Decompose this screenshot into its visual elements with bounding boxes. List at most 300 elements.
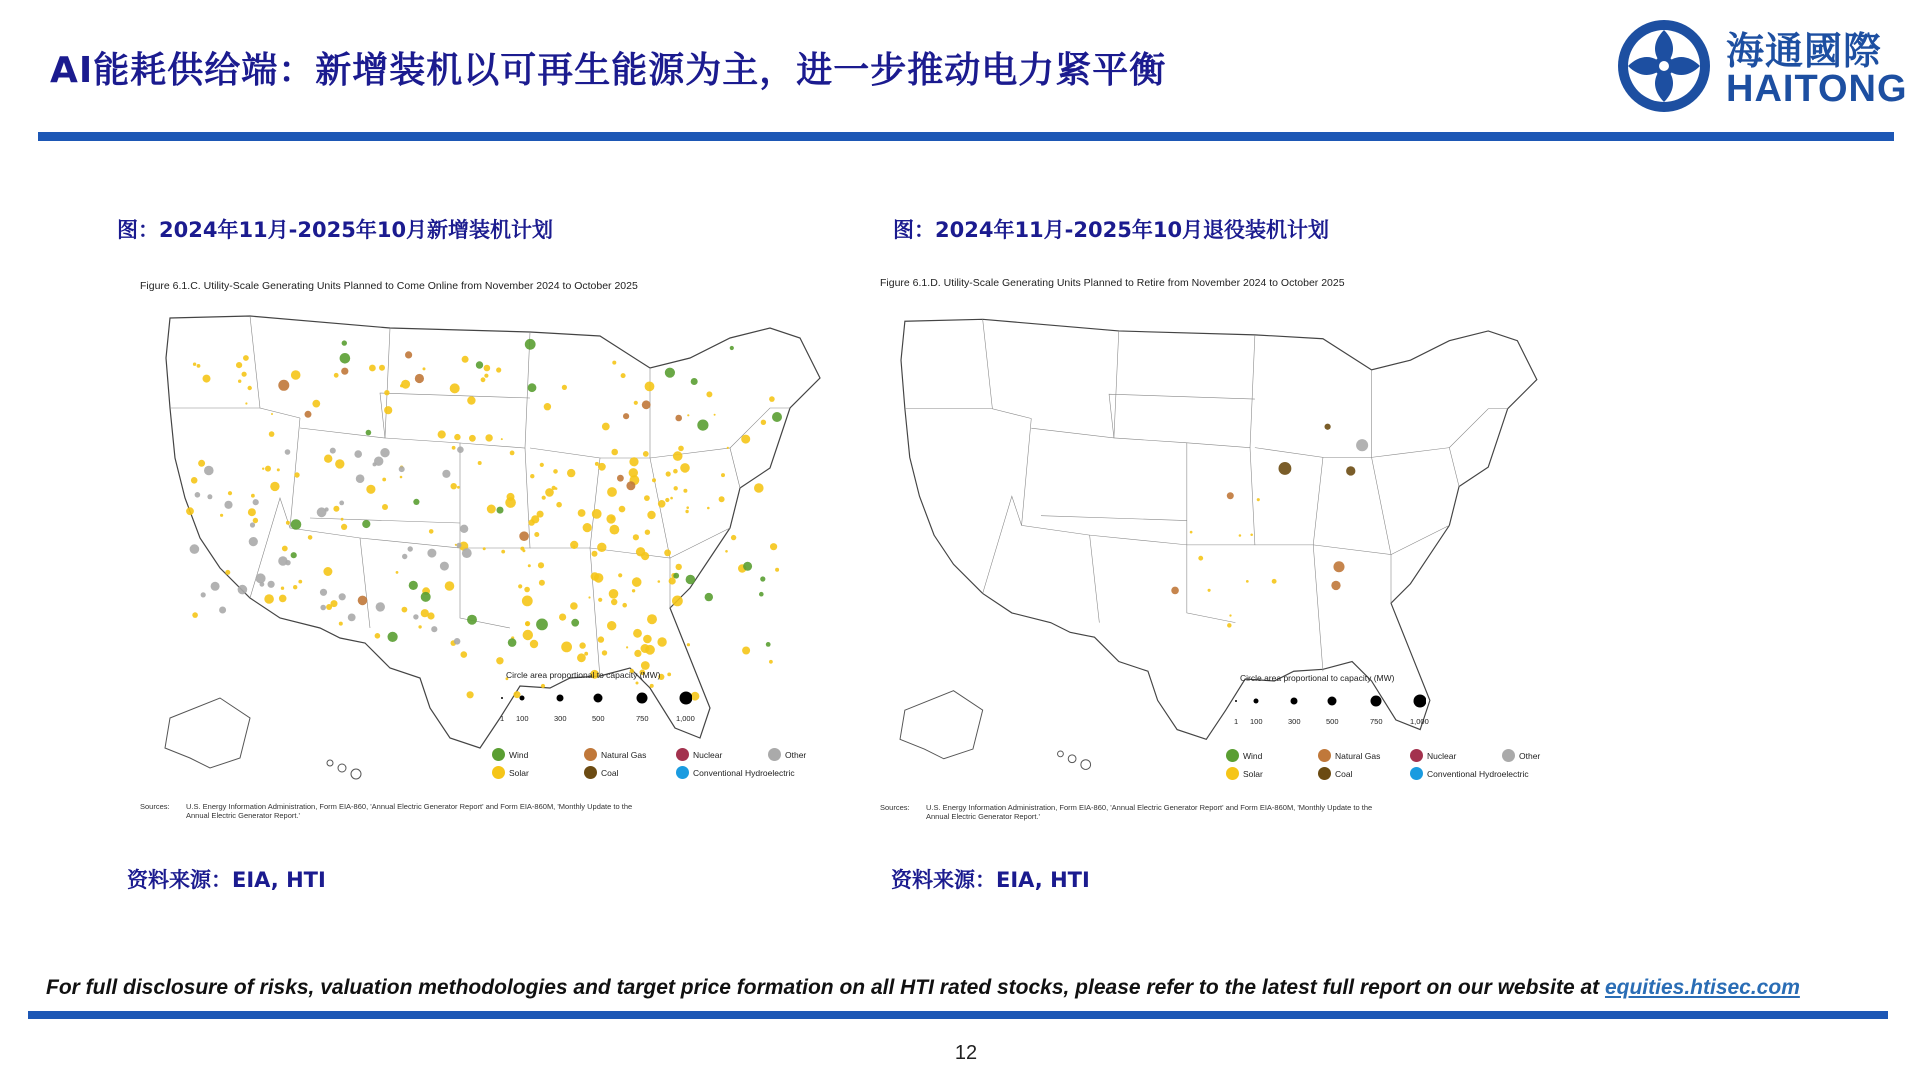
- solar-marker: [673, 451, 683, 461]
- solar-marker: [293, 585, 297, 589]
- other-marker: [373, 462, 377, 466]
- right-figure-title: Figure 6.1.D. Utility-Scale Generating Units Planned to Retire from November 2024 to October 2025: [880, 277, 1345, 289]
- legend-coal: Coal: [584, 766, 618, 779]
- solar-marker: [324, 455, 332, 463]
- legend-tick: 1: [1234, 717, 1239, 726]
- solar-marker: [562, 385, 567, 390]
- solar-marker: [487, 505, 496, 514]
- solar-marker: [727, 447, 729, 449]
- natural-gas-marker: [278, 380, 289, 391]
- wind-marker: [340, 353, 351, 364]
- solar-marker: [339, 622, 343, 626]
- solar-marker: [341, 518, 344, 521]
- solar-marker: [676, 564, 682, 570]
- solar-marker: [641, 552, 649, 560]
- footer-divider: [28, 1011, 1888, 1019]
- haitong-logo: [1612, 16, 1908, 116]
- other-marker: [278, 556, 287, 565]
- solar-marker: [197, 364, 201, 368]
- natural-gas-marker: [405, 351, 412, 358]
- solar-marker: [520, 547, 524, 551]
- solar-swatch-icon: [492, 766, 505, 779]
- natural-gas-marker: [358, 596, 368, 606]
- wind-marker: [743, 562, 752, 571]
- wind-marker: [366, 430, 372, 436]
- solar-marker: [198, 460, 205, 467]
- other-marker: [462, 548, 472, 558]
- wind-marker: [686, 575, 696, 585]
- solar-marker: [583, 523, 592, 532]
- solar-marker: [634, 401, 638, 405]
- solar-marker: [294, 472, 299, 477]
- solar-marker: [626, 646, 628, 648]
- other-marker: [376, 602, 385, 611]
- legend-natural-gas: Natural Gas: [584, 748, 646, 761]
- legend-other: Other: [768, 748, 806, 761]
- solar-marker: [719, 496, 725, 502]
- solar-marker: [467, 396, 475, 404]
- left-figure-title: Figure 6.1.C. Utility-Scale Generating Units Planned to Come Online from November 2024 to October 2025: [140, 280, 638, 292]
- solar-marker: [761, 420, 766, 425]
- wind-marker: [760, 576, 765, 581]
- solar-marker: [248, 508, 256, 516]
- solar-marker: [384, 406, 392, 414]
- other-marker: [427, 549, 436, 558]
- solar-marker: [457, 486, 460, 489]
- solar-marker: [481, 377, 486, 382]
- solar-marker: [542, 496, 546, 500]
- solar-marker: [1198, 556, 1203, 561]
- hawaii-outline: [1058, 751, 1091, 769]
- other-marker: [440, 562, 449, 571]
- solar-marker: [609, 589, 619, 599]
- solar-marker: [632, 577, 642, 587]
- other-marker: [457, 446, 464, 453]
- solar-marker: [220, 514, 223, 517]
- solar-marker: [664, 549, 671, 556]
- solar-marker: [461, 651, 468, 658]
- other-marker: [348, 614, 356, 622]
- solar-marker: [619, 506, 626, 513]
- solar-marker: [242, 372, 247, 377]
- solar-marker: [524, 587, 530, 593]
- solar-marker: [706, 391, 712, 397]
- solar-marker: [518, 584, 522, 588]
- solar-marker: [243, 355, 249, 361]
- solar-marker: [308, 535, 313, 540]
- haitong-emblem-icon: [1612, 16, 1722, 116]
- wind-marker: [362, 520, 370, 528]
- other-marker: [201, 592, 206, 597]
- legend-tick: 500: [592, 714, 605, 723]
- right-sources-label: Sources:: [880, 803, 910, 812]
- solar-marker: [647, 614, 657, 624]
- solar-marker: [1272, 579, 1277, 584]
- other-marker: [320, 605, 326, 611]
- solar-marker: [291, 370, 301, 380]
- page-title: AI能耗供给端：新增装机以可再生能源为主，进一步推动电力紧平衡: [50, 50, 1167, 91]
- solar-marker: [714, 414, 716, 416]
- legend-wind: Wind: [492, 748, 528, 761]
- natural-gas-marker: [617, 475, 624, 482]
- solar-marker: [673, 469, 678, 474]
- solar-marker: [607, 487, 617, 497]
- solar-marker: [611, 599, 617, 605]
- coal-marker: [1279, 462, 1292, 475]
- solar-marker: [334, 373, 339, 378]
- solar-marker: [192, 612, 198, 618]
- solar-marker: [687, 414, 689, 416]
- solar-marker: [769, 396, 775, 402]
- solar-marker: [687, 643, 690, 646]
- solar-marker: [251, 494, 255, 498]
- solar-marker: [632, 589, 635, 592]
- legend-tick: 750: [636, 714, 649, 723]
- natural-gas-swatch-icon: [584, 748, 597, 761]
- natural-gas-marker: [642, 400, 651, 409]
- solar-marker: [647, 511, 655, 519]
- solar-marker: [561, 642, 572, 653]
- legend-tick: 300: [554, 714, 567, 723]
- solar-marker: [678, 446, 684, 452]
- legend-tick: 500: [1326, 717, 1339, 726]
- solar-marker: [633, 534, 639, 540]
- solar-marker: [641, 644, 650, 653]
- other-marker: [190, 544, 200, 554]
- solar-marker: [597, 543, 606, 552]
- natural-gas-swatch-icon: [1318, 749, 1331, 762]
- solar-marker: [462, 356, 469, 363]
- legend-tick: 300: [1288, 717, 1301, 726]
- wind-marker: [730, 346, 734, 350]
- solar-marker: [248, 386, 252, 390]
- solar-marker: [501, 438, 503, 440]
- solar-marker: [634, 650, 641, 657]
- left-source-line: 资料来源：EIA, HTI: [127, 868, 326, 892]
- wind-marker: [409, 581, 418, 590]
- other-marker: [457, 543, 462, 548]
- other-marker: [330, 448, 336, 454]
- solar-marker: [618, 573, 622, 577]
- right-sources-text: U.S. Energy Information Administration, Form EIA-860, 'Annual Electric Generator Report' and Form EIA-860M, 'Monthly Update to the Annual Electric Generator Report.': [926, 803, 1373, 821]
- solar-marker: [641, 661, 650, 670]
- left-us-map: [130, 298, 850, 788]
- wind-swatch-icon: [492, 748, 505, 761]
- solar-marker: [281, 587, 284, 590]
- solar-marker: [1246, 580, 1249, 583]
- solar-marker: [186, 507, 194, 515]
- natural-gas-marker: [519, 531, 529, 541]
- solar-marker: [754, 483, 764, 493]
- legend-size-ticks: [492, 714, 702, 726]
- page-number: 12: [954, 1042, 978, 1064]
- other-marker: [211, 582, 220, 591]
- natural-gas-marker: [415, 374, 424, 383]
- left-sources-text: U.S. Energy Information Administration, Form EIA-860, 'Annual Electric Generator Report' and Form EIA-860M, 'Monthly Update to the Annual Electric Generator Report.': [186, 802, 633, 820]
- solar-marker: [438, 430, 446, 438]
- website-link[interactable]: equities.htisec.com: [1604, 976, 1800, 999]
- natural-gas-marker: [1331, 581, 1340, 590]
- solar-marker: [643, 635, 652, 644]
- wind-marker: [476, 361, 483, 368]
- other-marker: [339, 593, 346, 600]
- right-map-figure: [876, 265, 1576, 825]
- solar-marker: [578, 509, 586, 517]
- solar-marker: [1190, 531, 1193, 534]
- solar-marker: [629, 457, 638, 466]
- solar-marker: [680, 463, 690, 473]
- legend-nuclear: Nuclear: [1410, 749, 1456, 762]
- solar-marker: [396, 571, 399, 574]
- wind-marker: [759, 592, 764, 597]
- solar-marker: [253, 518, 258, 523]
- legend-solar: Solar: [492, 766, 529, 779]
- solar-marker: [402, 607, 408, 613]
- right-source-line: 资料来源：EIA, HTI: [891, 868, 1090, 892]
- solar-marker: [657, 637, 666, 646]
- solar-marker: [298, 580, 302, 584]
- left-map-figure: [130, 268, 850, 828]
- solar-marker: [323, 567, 332, 576]
- solar-marker: [1257, 498, 1260, 501]
- left-sources-label: Sources:: [140, 802, 170, 811]
- solar-marker: [265, 466, 271, 472]
- solar-marker: [633, 629, 642, 638]
- solar-marker: [335, 459, 344, 468]
- other-marker: [408, 546, 413, 551]
- solar-marker: [382, 478, 386, 482]
- coal-swatch-icon: [584, 766, 597, 779]
- solar-swatch-icon: [1226, 767, 1239, 780]
- solar-marker: [666, 471, 671, 476]
- other-marker: [442, 470, 450, 478]
- other-marker: [250, 522, 255, 527]
- wind-marker: [291, 552, 297, 558]
- solar-marker: [282, 546, 288, 552]
- solar-marker: [610, 525, 620, 535]
- wind-marker: [528, 383, 537, 392]
- alaska-outline: [165, 698, 250, 768]
- nuclear-swatch-icon: [1410, 749, 1423, 762]
- solar-marker: [225, 570, 230, 575]
- solar-marker: [567, 469, 575, 477]
- solar-marker: [525, 621, 530, 626]
- solar-marker: [269, 431, 275, 437]
- legend-size-circles: [1226, 687, 1426, 717]
- solar-marker: [1250, 533, 1253, 536]
- other-marker: [285, 449, 291, 455]
- solar-marker: [534, 532, 539, 537]
- solar-marker: [595, 462, 599, 466]
- coal-marker: [1346, 466, 1355, 475]
- solar-marker: [496, 367, 501, 372]
- solar-marker: [721, 473, 725, 477]
- solar-marker: [670, 497, 673, 500]
- solar-marker: [598, 463, 606, 471]
- right-figure-caption: 图：2024年11月-2025年10月退役装机计划: [893, 218, 1330, 242]
- solar-marker: [528, 564, 531, 567]
- solar-marker: [193, 363, 196, 366]
- solar-marker: [742, 647, 750, 655]
- solar-marker: [769, 660, 773, 664]
- solar-marker: [1229, 614, 1231, 616]
- logo-chinese-text: 海通國際: [1726, 29, 1883, 73]
- hawaii-outline: [327, 760, 361, 779]
- coal-marker: [1325, 424, 1331, 430]
- other-swatch-icon: [1502, 749, 1515, 762]
- disclaimer-text: For full disclosure of risks, valuation methodologies and target price formation on all HTI rated stocks, please refer to the latest full report on our website at equities.htisec.com: [46, 976, 1800, 999]
- hydro-swatch-icon: [1410, 767, 1423, 780]
- other-marker: [356, 474, 365, 483]
- solar-marker: [484, 374, 488, 378]
- solar-marker: [669, 577, 676, 584]
- legend-size-ticks: [1226, 717, 1436, 729]
- wind-marker: [691, 378, 698, 385]
- solar-marker: [450, 383, 460, 393]
- wind-marker: [705, 593, 713, 601]
- solar-marker: [683, 489, 687, 493]
- wind-marker: [571, 619, 579, 627]
- legend-tick: 1,000: [676, 714, 695, 723]
- solar-marker: [539, 580, 545, 586]
- solar-marker: [644, 495, 650, 501]
- other-marker: [207, 494, 212, 499]
- legend-wind: Wind: [1226, 749, 1262, 762]
- solar-marker: [331, 600, 338, 607]
- solar-marker: [570, 541, 578, 549]
- solar-marker: [559, 614, 566, 621]
- hydro-swatch-icon: [676, 766, 689, 779]
- solar-marker: [333, 506, 339, 512]
- solar-marker: [658, 500, 666, 508]
- solar-marker: [598, 636, 604, 642]
- solar-marker: [264, 594, 274, 604]
- legend-conventional-hydroelectric: Conventional Hydroelectric: [1410, 767, 1529, 780]
- wind-marker: [508, 638, 517, 647]
- natural-gas-marker: [623, 413, 629, 419]
- wind-swatch-icon: [1226, 749, 1239, 762]
- other-marker: [320, 589, 327, 596]
- legend-tick: 1: [500, 714, 505, 723]
- solar-marker: [522, 596, 533, 607]
- legend-size-title: Circle area proportional to capacity (MW): [506, 670, 661, 680]
- solar-marker: [592, 551, 598, 557]
- solar-marker: [665, 498, 669, 502]
- solar-marker: [501, 550, 505, 554]
- solar-marker: [228, 491, 232, 495]
- solar-marker: [523, 630, 533, 640]
- natural-gas-marker: [1227, 492, 1234, 499]
- legend-size-circles: [492, 684, 692, 714]
- solar-marker: [382, 504, 388, 510]
- natural-gas-marker: [305, 411, 312, 418]
- solar-marker: [579, 642, 585, 648]
- nuclear-swatch-icon: [676, 748, 689, 761]
- solar-marker: [312, 400, 320, 408]
- solar-marker: [531, 515, 539, 523]
- solar-marker: [584, 652, 588, 656]
- solar-marker: [469, 435, 476, 442]
- solar-marker: [369, 365, 376, 372]
- solar-marker: [483, 547, 486, 550]
- other-marker: [249, 537, 258, 546]
- natural-gas-marker: [626, 481, 635, 490]
- solar-marker: [451, 483, 457, 489]
- solar-marker: [538, 562, 544, 568]
- solar-marker: [245, 402, 247, 404]
- solar-marker: [611, 449, 618, 456]
- other-marker: [380, 448, 389, 457]
- solar-marker: [602, 650, 607, 655]
- other-marker: [354, 450, 362, 458]
- solar-marker: [725, 550, 728, 553]
- solar-marker: [672, 596, 683, 607]
- solar-marker: [652, 478, 656, 482]
- solar-marker: [418, 625, 421, 628]
- solar-marker: [570, 602, 578, 610]
- logo-english-text: HAITONG: [1726, 68, 1908, 110]
- other-marker: [268, 581, 275, 588]
- wind-marker: [536, 619, 548, 631]
- solar-marker: [621, 373, 626, 378]
- solar-marker: [577, 653, 586, 662]
- other-marker: [1356, 439, 1368, 451]
- solar-marker: [384, 390, 389, 395]
- solar-marker: [270, 482, 279, 491]
- legend-coal: Coal: [1318, 767, 1352, 780]
- solar-marker: [379, 365, 385, 371]
- other-marker: [253, 499, 259, 505]
- solar-marker: [191, 477, 198, 484]
- solar-marker: [741, 435, 750, 444]
- solar-marker: [375, 633, 381, 639]
- solar-marker: [400, 476, 403, 479]
- wind-marker: [497, 507, 504, 514]
- solar-marker: [1208, 589, 1211, 592]
- solar-marker: [667, 673, 671, 677]
- solar-marker: [286, 521, 290, 525]
- other-marker: [204, 466, 214, 476]
- legend-other: Other: [1502, 749, 1540, 762]
- solar-marker: [645, 382, 655, 392]
- solar-marker: [643, 451, 649, 457]
- solar-marker: [279, 595, 287, 603]
- solar-marker: [1227, 623, 1231, 627]
- legend-tick: 100: [1250, 717, 1263, 726]
- legend-tick: 100: [516, 714, 529, 723]
- other-marker: [399, 466, 405, 472]
- solar-marker: [540, 463, 544, 467]
- solar-marker: [674, 486, 678, 490]
- legend-solar: Solar: [1226, 767, 1263, 780]
- alaska-outline: [900, 691, 983, 759]
- solar-marker: [277, 468, 280, 471]
- solar-marker: [686, 506, 689, 509]
- wind-marker: [421, 592, 431, 602]
- wind-marker: [525, 339, 536, 350]
- solar-marker: [610, 516, 614, 520]
- solar-marker: [770, 543, 777, 550]
- wind-marker: [697, 420, 708, 431]
- solar-marker: [612, 361, 616, 365]
- solar-marker: [400, 384, 403, 387]
- legend-tick: 1,000: [1410, 717, 1429, 726]
- natural-gas-marker: [341, 368, 348, 375]
- other-marker: [413, 614, 418, 619]
- wind-marker: [413, 499, 419, 505]
- solar-marker: [775, 568, 779, 572]
- other-marker: [339, 501, 344, 506]
